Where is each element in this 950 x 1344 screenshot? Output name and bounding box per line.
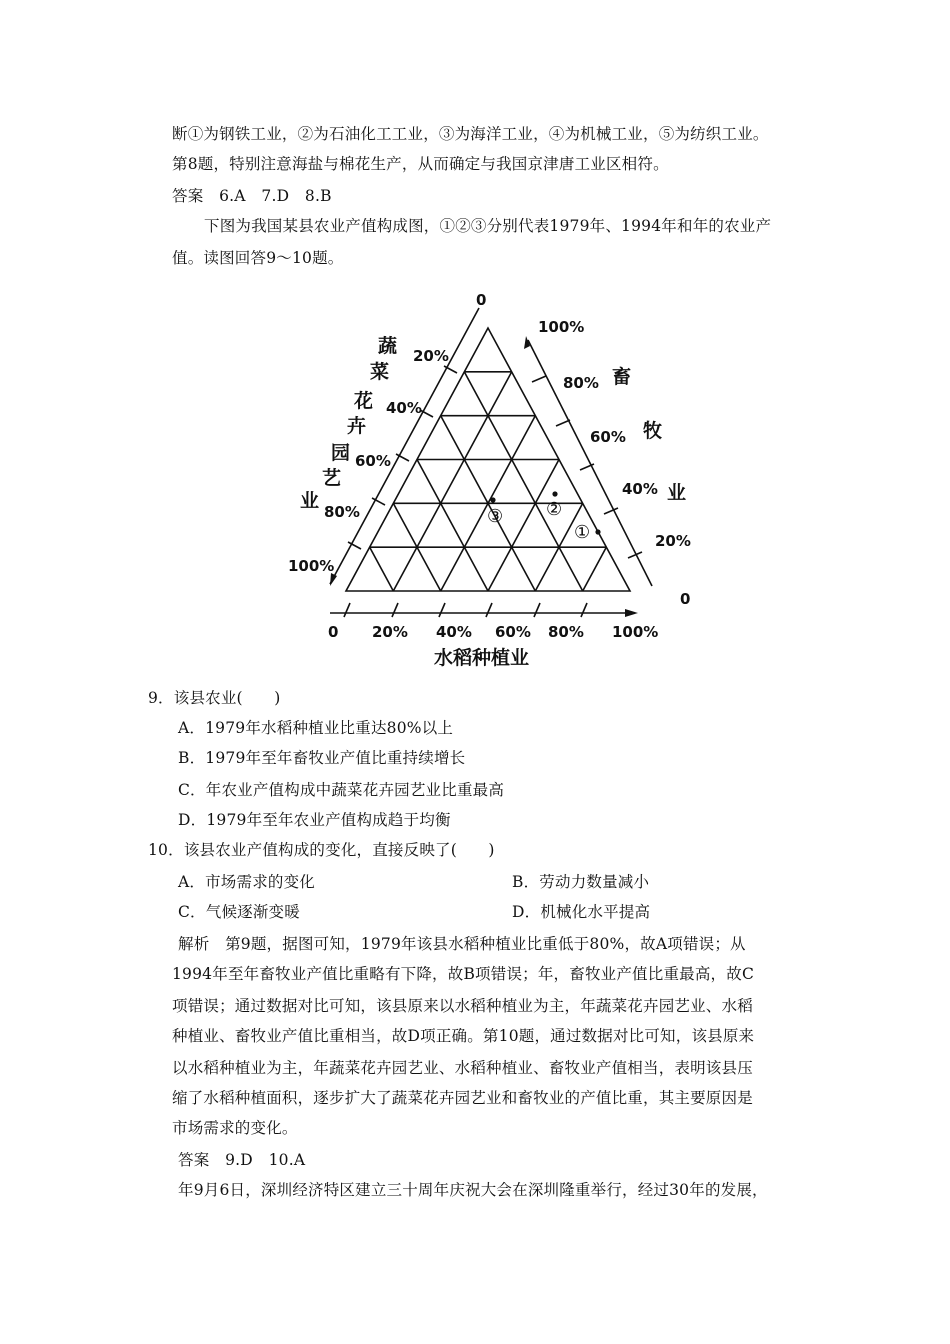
q10-option-a: A．市场需求的变化	[178, 873, 315, 891]
question-10: 10．该县农业产值构成的变化，直接反映了( )	[148, 841, 495, 859]
left-tick-100: 100%	[288, 557, 335, 575]
explanation-line-2: 1994年至年畜牧业产值比重略有下降，故B项错误；年，畜牧业产值比重最高，故C	[172, 965, 754, 983]
q9-option-b: B．1979年至年畜牧业产值比重持续增长	[178, 749, 466, 767]
left-tick-60: 60%	[355, 452, 391, 470]
bottom-tick-80: 80%	[548, 623, 584, 641]
answer-6-8: 答案 6.A 7.D 8.B	[172, 187, 332, 205]
q9-option-c: C．年农业产值构成中蔬菜花卉园艺业比重最高	[178, 781, 505, 799]
left-tick-0: 0	[476, 291, 487, 309]
bottom-tick-60: 60%	[495, 623, 531, 641]
q10-option-c: C．气候逐渐变暖	[178, 903, 300, 921]
left-tick-80: 80%	[324, 503, 360, 521]
explanation-line-4: 种植业、畜牧业产值比重相当，故D项正确。第10题，通过数据对比可知，该县原来	[172, 1027, 755, 1045]
marker-3: ③	[487, 506, 504, 527]
explanation-line-1: 解析 第9题，据图可知，1979年该县水稻种植业比重低于80%，故A项错误；从	[178, 935, 746, 953]
left-tick-20: 20%	[413, 347, 449, 365]
left-axis-char-5: 园	[331, 442, 351, 464]
intro-line-1: 下图为我国某县农业产值构成图，①②③分别代表1979年、1994年和年的农业产	[204, 217, 772, 235]
bottom-tick-100: 100%	[612, 623, 659, 641]
right-axis-char-2: 牧	[643, 420, 663, 442]
q9-option-d: D．1979年至年农业产值构成趋于均衡	[178, 811, 451, 829]
q10-option-b: B．劳动力数量减小	[512, 873, 650, 891]
explanation-line-5: 以水稻种植业为主，年蔬菜花卉园艺业、水稻种植业、畜牧业产值相当，表明该县压	[172, 1059, 753, 1077]
explanation-line-3: 项错误；通过数据对比可知，该县原来以水稻种植业为主，年蔬菜花卉园艺业、水稻	[172, 997, 753, 1015]
right-axis-char-1: 畜	[612, 366, 632, 388]
bottom-axis-title: 水稻种植业	[434, 647, 530, 669]
left-axis-char-7: 业	[300, 490, 320, 512]
left-axis-char-3: 花	[354, 390, 374, 412]
bottom-tick-40: 40%	[436, 623, 472, 641]
left-axis-char-2: 菜	[370, 361, 390, 383]
right-tick-80: 80%	[563, 374, 599, 392]
left-axis-char-1: 蔬	[378, 335, 398, 357]
text-line-last: 年9月6日，深圳经济特区建立三十周年庆祝大会在深圳隆重举行，经过30年的发展，	[178, 1181, 768, 1199]
left-tick-40: 40%	[386, 399, 422, 417]
left-axis-char-6: 艺	[322, 467, 342, 489]
right-axis-char-3: 业	[667, 482, 687, 504]
q10-option-d: D．机械化水平提高	[512, 903, 651, 921]
answer-9-10: 答案 9.D 10.A	[178, 1151, 306, 1169]
explanation-line-7: 市场需求的变化。	[172, 1119, 298, 1137]
explanation-line-6: 缩了水稻种植面积，逐步扩大了蔬菜花卉园艺业和畜牧业的产值比重，其主要原因是	[172, 1089, 753, 1107]
marker-1: ①	[574, 522, 591, 543]
left-axis-char-4: 卉	[347, 415, 367, 437]
right-tick-0: 0	[680, 590, 691, 608]
text-line-2: 第8题，特别注意海盐与棉花生产，从而确定与我国京津唐工业区相符。	[172, 155, 669, 173]
marker-2: ②	[546, 499, 563, 520]
bottom-tick-0: 0	[328, 623, 339, 641]
q9-option-a: A．1979年水稻种植业比重达80%以上	[178, 719, 454, 737]
intro-line-2: 值。读图回答9～10题。	[172, 249, 344, 267]
right-tick-100: 100%	[538, 318, 585, 336]
right-tick-20: 20%	[655, 532, 691, 550]
text-line-1: 断①为钢铁工业，②为石油化工工业，③为海洋工业，④为机械工业，⑤为纺织工业。	[172, 125, 769, 143]
ternary-diagram	[280, 282, 700, 672]
bottom-tick-20: 20%	[372, 623, 408, 641]
right-tick-40: 40%	[622, 480, 658, 498]
question-9: 9．该县农业( )	[148, 689, 281, 707]
right-tick-60: 60%	[590, 428, 626, 446]
